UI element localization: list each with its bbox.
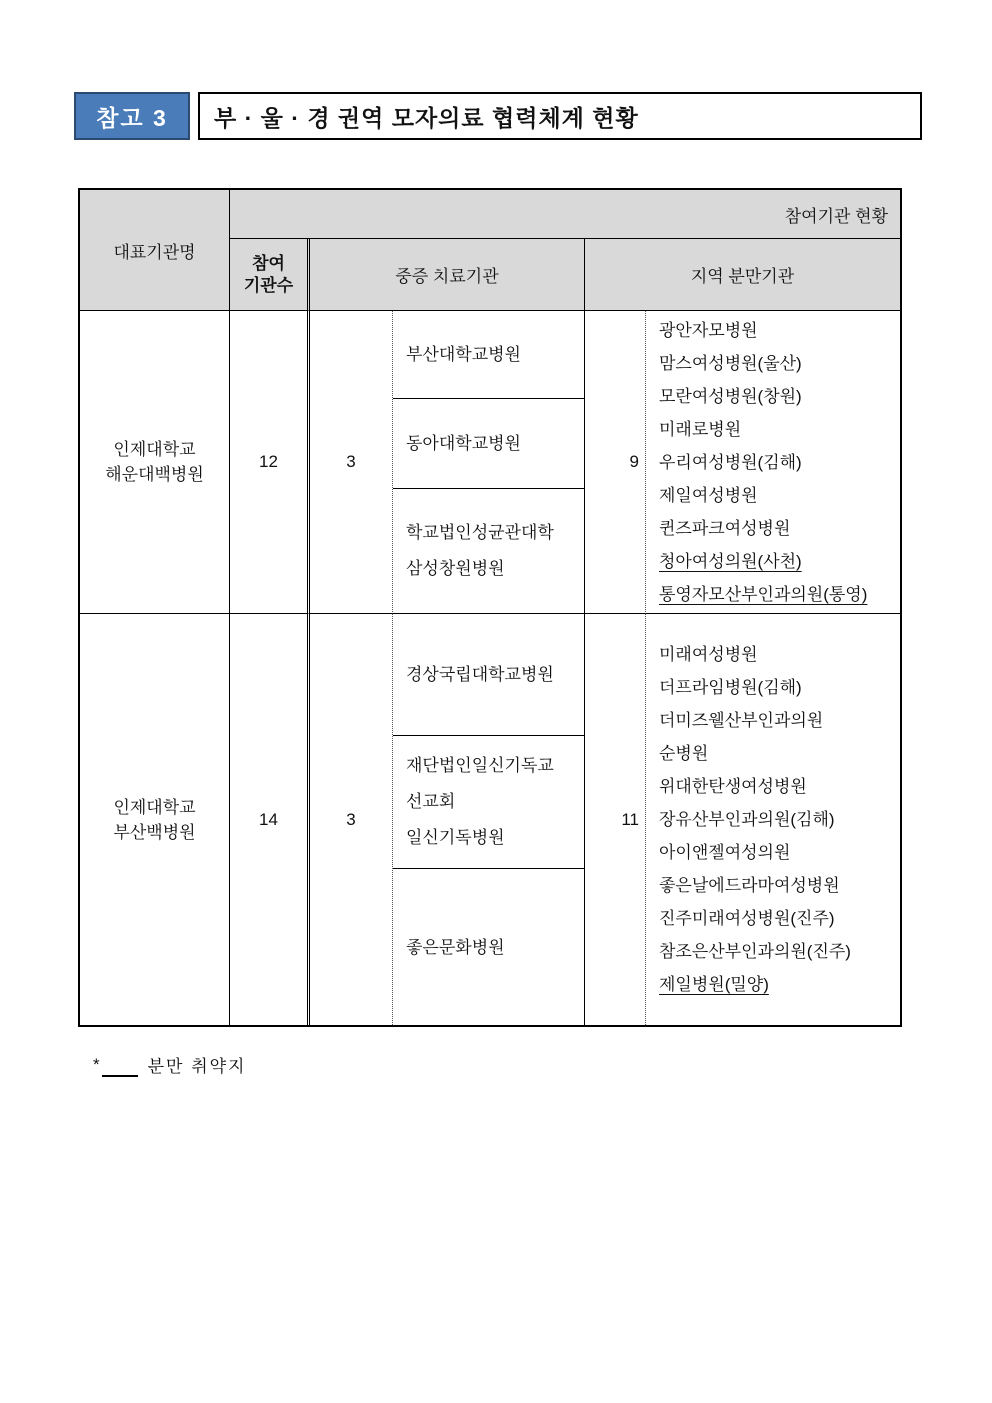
severe-org: 재단법인일신기독교 bbox=[406, 756, 554, 775]
local-org: 미래여성병원 bbox=[659, 645, 758, 664]
local-org-vulnerable: 통영자모산부인과의원(통영) bbox=[659, 584, 868, 604]
local-org: 위대한탄생여성병원 bbox=[659, 777, 807, 796]
row2-local-count-value: 11 bbox=[621, 809, 639, 829]
severe-org: 경상국립대학교병원 bbox=[406, 665, 554, 684]
local-org: 더프라임병원(김해) bbox=[659, 678, 802, 697]
local-org-vulnerable: 청아여성의원(사천) bbox=[659, 551, 802, 571]
header-local-delivery bbox=[585, 239, 900, 311]
footnote-label: 분만 취약지 bbox=[147, 1057, 247, 1076]
footnote-underline-sample bbox=[102, 1061, 138, 1077]
local-org-vulnerable: 제일병원(밀양) bbox=[659, 975, 769, 994]
row2-participant-count-value: 14 bbox=[259, 809, 278, 829]
local-org: 장유산부인과의원(김해) bbox=[659, 810, 835, 829]
title-box bbox=[198, 92, 922, 140]
header-local-delivery-label: 지역 분만기관 bbox=[690, 267, 795, 286]
severe-org: 삼성창원병원 bbox=[406, 559, 505, 578]
row1-local-count-value: 9 bbox=[629, 452, 639, 471]
row2-local-count bbox=[585, 614, 646, 1025]
header-participant-count-line1: 참여 bbox=[252, 253, 285, 273]
row2-severe-count bbox=[310, 614, 393, 1025]
row2-rep-org-line2: 부산백병원 bbox=[113, 822, 196, 842]
local-org: 미래로병원 bbox=[659, 419, 742, 439]
header-severe-care-label: 중증 치료기관 bbox=[395, 267, 499, 286]
row2-rep-org bbox=[80, 614, 230, 1025]
local-org: 맘스여성병원(울산) bbox=[659, 353, 802, 373]
reference-badge bbox=[74, 92, 190, 140]
page-title: 부 · 울 · 경 권역 모자의료 협력체계 현황 bbox=[214, 104, 639, 131]
local-org: 참조은산부인과의원(진주) bbox=[659, 942, 851, 961]
local-org: 더미즈웰산부인과의원 bbox=[659, 711, 824, 730]
row1-participant-count-value: 12 bbox=[259, 452, 278, 471]
row2-severe-org-1 bbox=[393, 614, 585, 736]
row1-severe-count bbox=[310, 311, 393, 614]
local-org: 퀸즈파크여성병원 bbox=[659, 518, 791, 538]
row1-severe-org-3 bbox=[393, 489, 585, 614]
severe-org: 일신기독병원 bbox=[406, 828, 505, 847]
local-org: 우리여성병원(김해) bbox=[659, 452, 802, 472]
local-org: 아이앤젤여성의원 bbox=[659, 843, 791, 862]
local-org: 광안자모병원 bbox=[659, 320, 758, 340]
row1-local-org-list bbox=[646, 311, 900, 614]
local-org: 제일여성병원 bbox=[659, 485, 758, 505]
header-participation-status-label: 참여기관 현황 bbox=[784, 206, 888, 226]
header-rep-org-label: 대표기관명 bbox=[113, 242, 196, 262]
header-participant-count-line2: 기관수 bbox=[243, 275, 294, 295]
footnote-marker: * bbox=[93, 1055, 100, 1074]
header-rep-org bbox=[80, 190, 230, 311]
row1-severe-org-2 bbox=[393, 399, 585, 489]
severe-org: 선교회 bbox=[406, 792, 456, 811]
row2-severe-org-2 bbox=[393, 736, 585, 869]
cooperation-table bbox=[78, 188, 902, 1027]
header-participation-status bbox=[230, 190, 900, 239]
row1-local-count bbox=[585, 311, 646, 614]
footnote bbox=[93, 1052, 246, 1077]
row2-severe-count-value: 3 bbox=[346, 809, 356, 829]
local-org: 모란여성병원(창원) bbox=[659, 386, 802, 406]
reference-badge-label: 참고 3 bbox=[96, 104, 168, 131]
severe-org: 부산대학교병원 bbox=[406, 345, 521, 364]
severe-org: 동아대학교병원 bbox=[406, 434, 521, 453]
header-severe-care bbox=[310, 239, 585, 311]
row2-rep-org-line1: 인제대학교 bbox=[113, 797, 196, 817]
severe-org: 학교법인성균관대학 bbox=[406, 523, 554, 542]
local-org: 순병원 bbox=[659, 744, 709, 763]
severe-org: 좋은문화병원 bbox=[406, 937, 505, 957]
local-org: 좋은날에드라마여성병원 bbox=[659, 876, 840, 895]
local-org: 진주미래여성병원(진주) bbox=[659, 909, 835, 928]
row2-local-org-list bbox=[646, 614, 900, 1025]
row2-participant-count bbox=[230, 614, 310, 1025]
header-participant-count bbox=[230, 239, 310, 311]
row1-rep-org bbox=[80, 311, 230, 614]
row2-severe-org-3 bbox=[393, 869, 585, 1025]
row1-severe-org-1 bbox=[393, 311, 585, 399]
row1-rep-org-line1: 인제대학교 bbox=[113, 440, 196, 459]
row1-severe-count-value: 3 bbox=[346, 452, 356, 471]
row1-participant-count bbox=[230, 311, 310, 614]
row1-rep-org-line2: 해운대백병원 bbox=[105, 465, 204, 484]
